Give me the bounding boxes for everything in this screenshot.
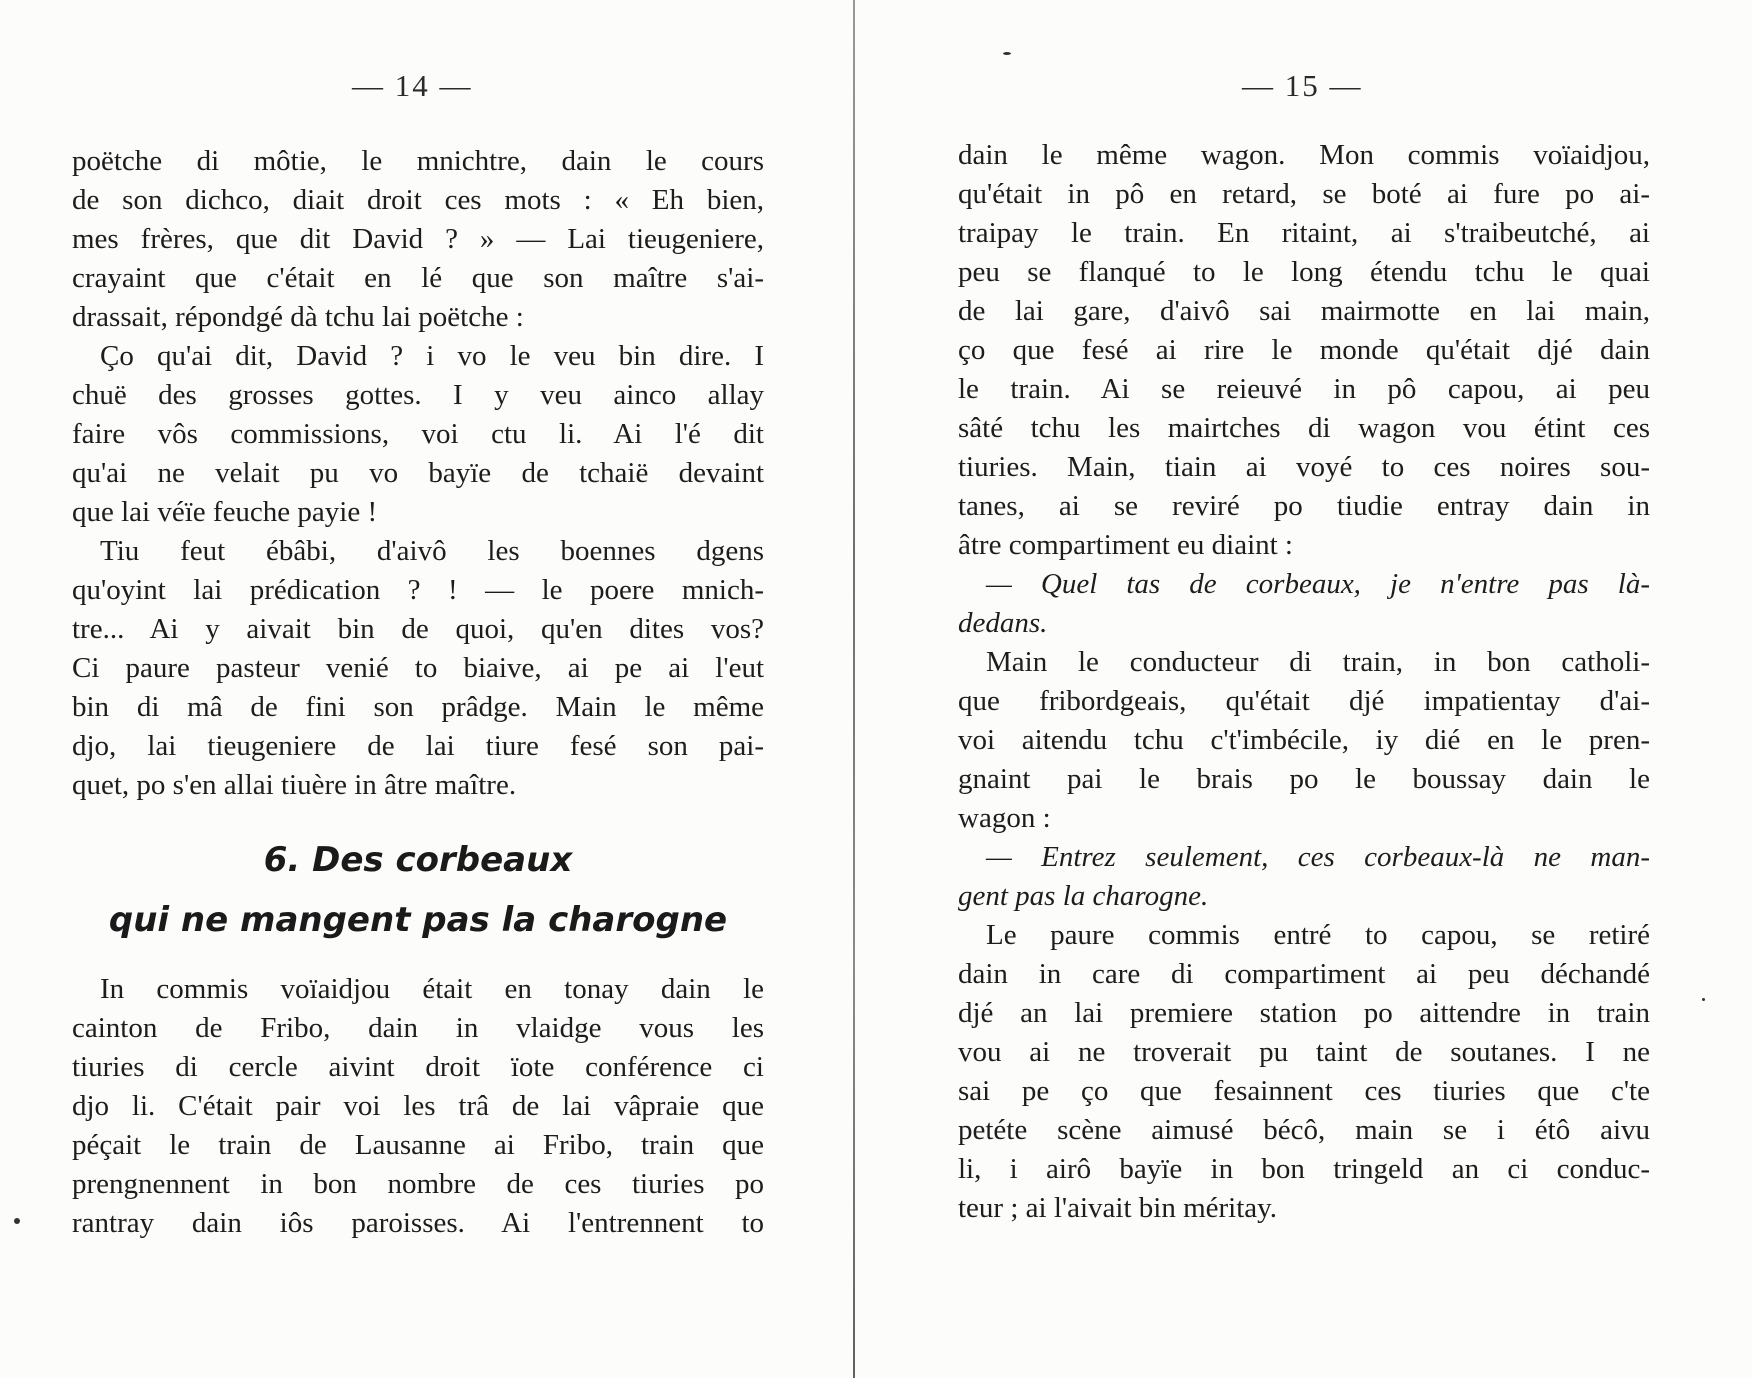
text-line: djé an lai premiere station po aittendre in train: [958, 997, 1650, 1029]
text-line: gnaint pai le brais po le boussay dain le: [958, 763, 1650, 795]
text-line: Tiu feut ébâbi, d'aivô les boennes dgens: [100, 535, 764, 567]
text-line: In commis voïaidjou était en tonay dain le: [100, 973, 764, 1005]
text-line: que fribordgeais, qu'était djé impatientay d'ai-: [958, 685, 1650, 717]
text-line: de son dichco, diait droit ces mots : « Eh bien,: [72, 184, 764, 216]
text-line: que lai véïe feuche payie !: [72, 496, 378, 528]
text-line: qu'oyint lai prédication ? ! — le poere mnich-: [72, 574, 764, 606]
text-line: chuë des grosses gottes. I y veu ainco allay: [72, 379, 764, 411]
text-line: sâté tchu les mairtches di wagon vou étint ces: [958, 412, 1650, 444]
text-line: teur ; ai l'aivait bin méritay.: [958, 1192, 1278, 1224]
text-line: tre... Ai y aivait bin de quoi, qu'en dites vos?: [72, 613, 764, 645]
quoted-line: — Entrez seulement, ces corbeaux-là ne man-: [986, 841, 1650, 873]
left-text-block-after-heading: [72, 970, 764, 1243]
text-line: sai pe ço que fesainnent ces tiuries que c'te: [958, 1075, 1650, 1107]
text-line: âtre compartiment eu diaint :: [958, 529, 1293, 561]
text-line: drassait, répondgé dà tchu lai poëtche :: [72, 301, 524, 333]
text-line: Ço qu'ai dit, David ? i vo le veu bin dire. I: [100, 340, 764, 372]
text-line: péçait le train de Lausanne ai Fribo, train que: [72, 1129, 764, 1161]
right-text-block: [958, 136, 1650, 1228]
text-line: Ci paure pasteur venié to biaive, ai pe ai l'eut: [72, 652, 764, 684]
text-line: li, i airô bayïe in bon tringeld an ci conduc-: [958, 1153, 1650, 1185]
text-line: dain in care di compartiment ai peu déchandé: [958, 958, 1650, 990]
quoted-line: dedans.: [958, 607, 1048, 639]
text-line: tiuries di cercle aivint droit ïote conférence ci: [72, 1051, 764, 1083]
page-number: — 15 —: [1242, 68, 1363, 103]
print-speck: [1702, 998, 1705, 1001]
text-line: le train. Ai se reieuvé in pô capou, ai peu: [958, 373, 1650, 405]
section-heading-subtitle: qui ne mangent pas la charogne: [108, 900, 728, 940]
text-line: qu'ai ne velait pu vo bayïe de tchaië devaint: [72, 457, 764, 489]
text-line: dain le même wagon. Mon commis voïaidjou,: [958, 139, 1650, 171]
text-line: faire vôs commissions, voi ctu li. Ai l'é dit: [72, 418, 764, 450]
text-line: de lai gare, d'aivô sai mairmotte en lai main,: [958, 295, 1650, 327]
page-number: — 14 —: [352, 68, 473, 103]
text-line: mes frères, que dit David ? » — Lai tieugeniere,: [72, 223, 764, 255]
text-line: quet, po s'en allai tiuère in âtre maître.: [72, 769, 517, 801]
quoted-line: gent pas la charogne.: [958, 880, 1209, 912]
left-text-block: [72, 142, 764, 805]
text-line: wagon :: [958, 802, 1051, 834]
text-line: djo li. C'était pair voi les trâ de lai vâpraie que: [72, 1090, 764, 1122]
print-speck: [1003, 52, 1011, 55]
text-line: bin di mâ de fini son prâdge. Main le même: [72, 691, 764, 723]
text-line: voi aitendu tchu c't'imbécile, iy dié en le pren-: [958, 724, 1650, 756]
text-line: prengnennent in bon nombre de ces tiuries po: [72, 1168, 764, 1200]
text-line: tanes, ai se reviré po tiudie entray dain in: [958, 490, 1650, 522]
text-line: Main le conducteur di train, in bon catholi-: [986, 646, 1650, 678]
print-speck: [14, 1218, 20, 1224]
text-line: rantray dain iôs paroisses. Ai l'entrennent to: [72, 1207, 764, 1239]
text-line: vou ai ne troverait pu taint de soutanes. I ne: [958, 1036, 1650, 1068]
text-line: poëtche di môtie, le mnichtre, dain le cours: [72, 145, 764, 177]
text-line: tiuries. Main, tiain ai voyé to ces noires sou-: [958, 451, 1650, 483]
text-line: ço que fesé ai rire le monde qu'était djé dain: [958, 334, 1650, 366]
text-line: peu se flanqué to le long étendu tchu le quai: [958, 256, 1650, 288]
section-heading: 6. Des corbeaux: [263, 840, 573, 880]
right-page: [855, 0, 1752, 1378]
left-page: [0, 0, 853, 1378]
text-line: cainton de Fribo, dain in vlaidge vous les: [72, 1012, 764, 1044]
text-line: qu'était in pô en retard, se boté ai fure po ai-: [958, 178, 1650, 210]
text-line: Le paure commis entré to capou, se retiré: [986, 919, 1650, 951]
text-line: traipay le train. En ritaint, ai s'traibeutché, ai: [958, 217, 1650, 249]
text-line: petéte scène aimusé bécô, main se i étô aivu: [958, 1114, 1650, 1146]
quoted-line: — Quel tas de corbeaux, je n'entre pas là-: [986, 568, 1650, 600]
text-line: crayaint que c'était en lé que son maître s'ai-: [72, 262, 764, 294]
text-line: djo, lai tieugeniere de lai tiure fesé son pai-: [72, 730, 764, 762]
